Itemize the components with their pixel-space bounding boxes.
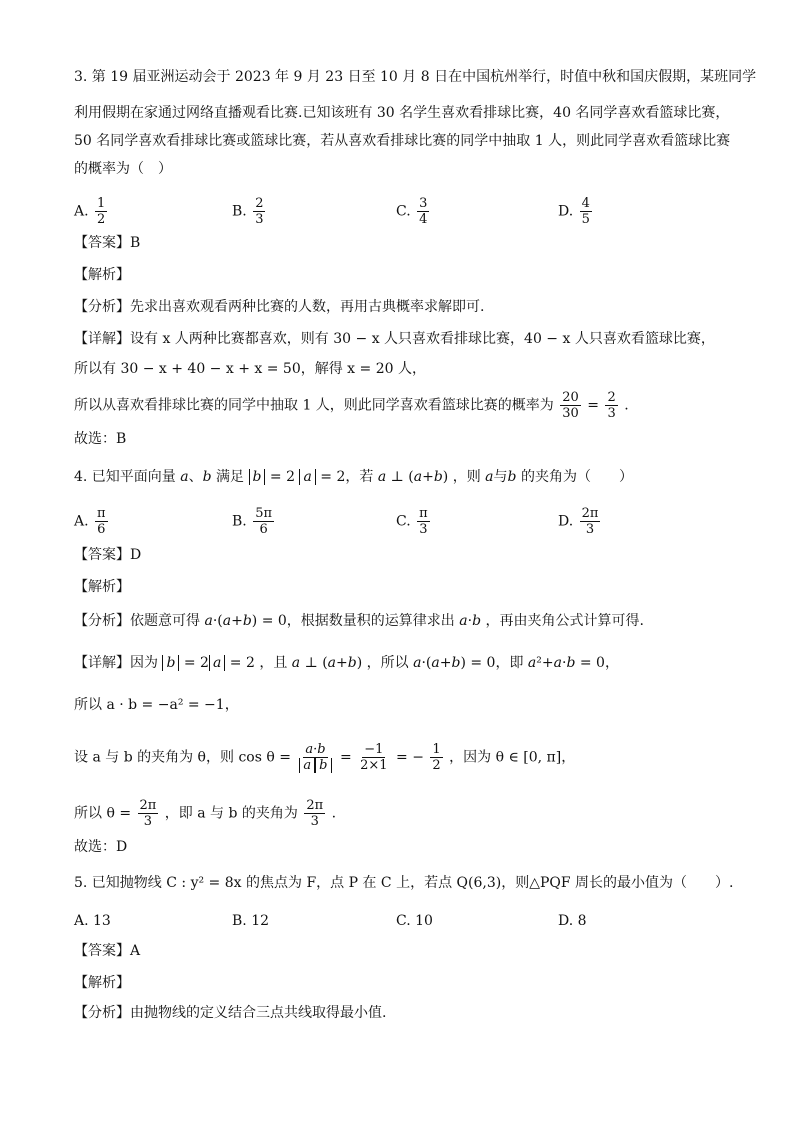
frac-den: 3 — [585, 522, 595, 537]
q3-analysis: 【分析】先求出喜欢观看两种比赛的人数，再用古典概率求解即可. — [74, 299, 485, 315]
equals-sign: = — [587, 397, 599, 414]
dot-expr: a·(a+b) — [413, 655, 466, 671]
vector-a: a — [180, 469, 189, 485]
period: . — [624, 397, 629, 414]
frac-den: 6 — [259, 522, 268, 537]
q3-option-a — [74, 196, 109, 227]
vector-a: a — [377, 469, 387, 485]
q3-line3: 50 名同学喜欢看排球比赛或篮球比赛，若从喜欢看排球比赛的同学中抽取 1 人，则此同学喜欢看篮球比赛 — [74, 133, 731, 149]
perp-expr: a ⊥ (a+b) — [291, 655, 363, 671]
frac-num: 2 — [255, 196, 264, 211]
q5-option-a — [74, 910, 111, 932]
option-label: D. — [558, 203, 574, 220]
q3-choice: 故选：B — [74, 431, 127, 447]
q3-detail-line1: 【详解】设有 x 人两种比赛都喜欢，则有 30 − x 人只喜欢看排球比赛，40 − x 人只喜欢看篮球比赛， — [74, 331, 715, 347]
vector-b: b — [507, 469, 517, 485]
q4-text: 【分析】依题意可得 — [74, 613, 200, 629]
q5-option-b — [232, 910, 269, 932]
q4-text: 所以 θ = — [74, 805, 132, 822]
period: . — [331, 805, 337, 822]
equals-minus: = − — [396, 749, 424, 766]
q5-analysis-title: 【解析】 — [74, 975, 130, 991]
q4-option-d — [558, 506, 602, 537]
q4-text: = 2，若 — [320, 469, 374, 485]
option-label: C. — [396, 513, 411, 530]
perp-symbol: ⊥ — [390, 469, 404, 485]
angle-fraction — [304, 798, 325, 829]
q4-line1: 4. 已知平面向量 a、b 满足 b = 2 a = 2，若 a ⊥ (a+b) ，则 a与b 的夹角为（ ） — [74, 469, 633, 485]
option-label: B. — [232, 203, 247, 220]
q3-analysis-title: 【解析】 — [74, 267, 130, 283]
q3-line4: 的概率为（ ） — [74, 161, 172, 177]
q4-text: ，即 a 与 b 的夹角为 — [164, 805, 298, 822]
q4-text: ，再由夹角公式计算可得. — [485, 613, 644, 629]
abs-a: a — [299, 469, 315, 485]
option-label: D. — [558, 513, 574, 530]
q4-detail-line3: 设 a 与 b 的夹角为 θ，则 cos θ = $\frac{a\cdot b}{\text{a b}}$ = $\frac{-1}{2\times 1}$ = − $\frac{1}{2}$ ，因为 θ ∈ [0, π]， — [74, 742, 576, 773]
frac-num: 2 — [607, 390, 616, 405]
norm-eq: b = 2 a = 2 — [162, 655, 254, 671]
q4-answer: 【答案】D — [74, 547, 142, 563]
frac-den: 2×1 — [360, 758, 388, 773]
frac-den: 3 — [310, 814, 319, 829]
q4-text: = 0， — [579, 655, 619, 671]
option-label: B. — [232, 513, 247, 530]
q4-text: ，且 — [259, 655, 288, 671]
frac-den: 4 — [419, 212, 428, 227]
dot-ab: a·b — [459, 613, 482, 629]
option-fraction — [417, 196, 429, 227]
option-label: C. — [396, 203, 411, 220]
q4-text: 【详解】因为 — [74, 655, 158, 671]
frac-num: 2π — [581, 506, 599, 521]
q3-line2: 利用假期在家通过网络直播观看比赛.已知该班有 30 名学生喜欢看排球比赛，40 名同学喜欢看篮球比赛， — [74, 105, 730, 121]
frac-den: 30 — [562, 406, 579, 421]
option-value: 13 — [93, 913, 111, 929]
frac-den: 2 — [97, 212, 106, 227]
detail-text: 所以从喜欢看排球比赛的同学中抽取 1 人，则此同学喜欢看篮球比赛的概率为 — [74, 397, 554, 414]
q4-choice: 故选：D — [74, 839, 128, 855]
q4-text: 设 a 与 b 的夹角为 θ，则 cos θ = — [74, 749, 291, 766]
frac-den: 3 — [143, 814, 153, 829]
option-fraction — [95, 196, 107, 227]
cos-fraction: $\frac{a\cdot b}{\text{a b}}$ — [297, 742, 333, 773]
option-label: C. — [396, 913, 411, 929]
q4-text: ，因为 θ ∈ [0, π]， — [449, 749, 576, 766]
q4-option-a — [74, 506, 110, 537]
option-label: A. — [74, 913, 89, 929]
q4-detail-line2: 所以 a · b = −a² = −1， — [74, 697, 239, 713]
probability-fraction — [560, 390, 581, 421]
paren-expr: (a+b) — [408, 469, 449, 485]
q4-option-c — [396, 506, 432, 537]
option-fraction — [253, 196, 265, 227]
q3-line1: 3. 第 19 届亚洲运动会于 2023 年 9 月 23 日至 10 月 8 日在中国杭州举行，时值中秋和国庆假期，某班同学 — [74, 69, 757, 85]
frac-num: π — [419, 506, 428, 521]
dot-expr: a·(a+b) — [204, 613, 258, 629]
probability-fraction-reduced — [605, 390, 617, 421]
option-fraction — [95, 506, 108, 537]
q4-text: 满足 — [216, 469, 245, 485]
q4-analysis — [74, 610, 644, 632]
option-value: 12 — [251, 913, 270, 929]
q3-detail-line2: 所以有 30 − x + 40 − x + x = 50，解得 x = 20 人， — [74, 361, 426, 377]
q3-detail-line3 — [74, 390, 629, 421]
option-fraction — [580, 196, 592, 227]
q4-text: ，所以 — [366, 655, 409, 671]
option-label: B. — [232, 913, 247, 929]
frac-num: 2π — [139, 798, 157, 813]
q3-option-c — [396, 196, 431, 227]
option-label: D. — [558, 913, 574, 929]
frac-num: −1 — [364, 742, 384, 757]
q3-answer: 【答案】B — [74, 235, 141, 251]
expand-expr: a²+a·b — [527, 655, 576, 671]
option-fraction — [253, 506, 274, 537]
frac-den: 6 — [97, 522, 106, 537]
vector-b: b — [202, 469, 212, 485]
frac-num: 3 — [419, 196, 428, 211]
q4-analysis-title: 【解析】 — [74, 579, 130, 595]
q4-detail-line4 — [74, 798, 336, 829]
frac-num: π — [97, 506, 106, 521]
q4-text: 4. 已知平面向量 — [74, 469, 176, 485]
option-label: A. — [74, 203, 89, 220]
q3-option-b — [232, 196, 267, 227]
frac-den: 3 — [419, 522, 428, 537]
q4-text: 的夹角为（ ） — [520, 469, 633, 485]
frac-num: 1 — [432, 742, 441, 757]
option-fraction — [580, 506, 601, 537]
q4-detail-line1 — [74, 652, 619, 674]
option-value: 8 — [577, 913, 587, 929]
frac-num: 1 — [97, 196, 106, 211]
frac-num: 20 — [562, 390, 579, 405]
q5-answer: 【答案】A — [74, 943, 141, 959]
q5-analysis: 【分析】由抛物线的定义结合三点共线取得最小值. — [74, 1005, 387, 1021]
frac-den: 3 — [255, 212, 264, 227]
abs-b: b — [249, 469, 266, 485]
q5-option-d — [558, 910, 587, 932]
frac-den: 3 — [607, 406, 616, 421]
option-fraction — [417, 506, 430, 537]
frac-num: 2π — [306, 798, 324, 813]
half-fraction — [430, 742, 442, 773]
q5-line1: 5. 已知抛物线 C : y² = 8x 的焦点为 F，点 P 在 C 上，若点 Q(6,3)，则△PQF 周长的最小值为（ ）. — [74, 875, 734, 891]
q3-option-d — [558, 196, 594, 227]
option-value: 10 — [415, 913, 433, 929]
vector-a: a — [485, 469, 494, 485]
frac-den: 5 — [581, 212, 590, 227]
option-label: A. — [74, 513, 89, 530]
q4-text: ，则 — [452, 469, 481, 485]
q4-text: = 0，即 — [470, 655, 524, 671]
cos-value-fraction — [358, 742, 389, 773]
q5-option-c — [396, 910, 433, 932]
q4-text: = 2 — [269, 469, 296, 485]
frac-num: 4 — [581, 196, 590, 211]
theta-fraction — [138, 798, 159, 829]
frac-num: 5π — [255, 506, 273, 521]
q4-option-b — [232, 506, 276, 537]
frac-den: 2 — [432, 758, 441, 773]
q4-text: = 0，根据数量积的运算律求出 — [261, 613, 455, 629]
